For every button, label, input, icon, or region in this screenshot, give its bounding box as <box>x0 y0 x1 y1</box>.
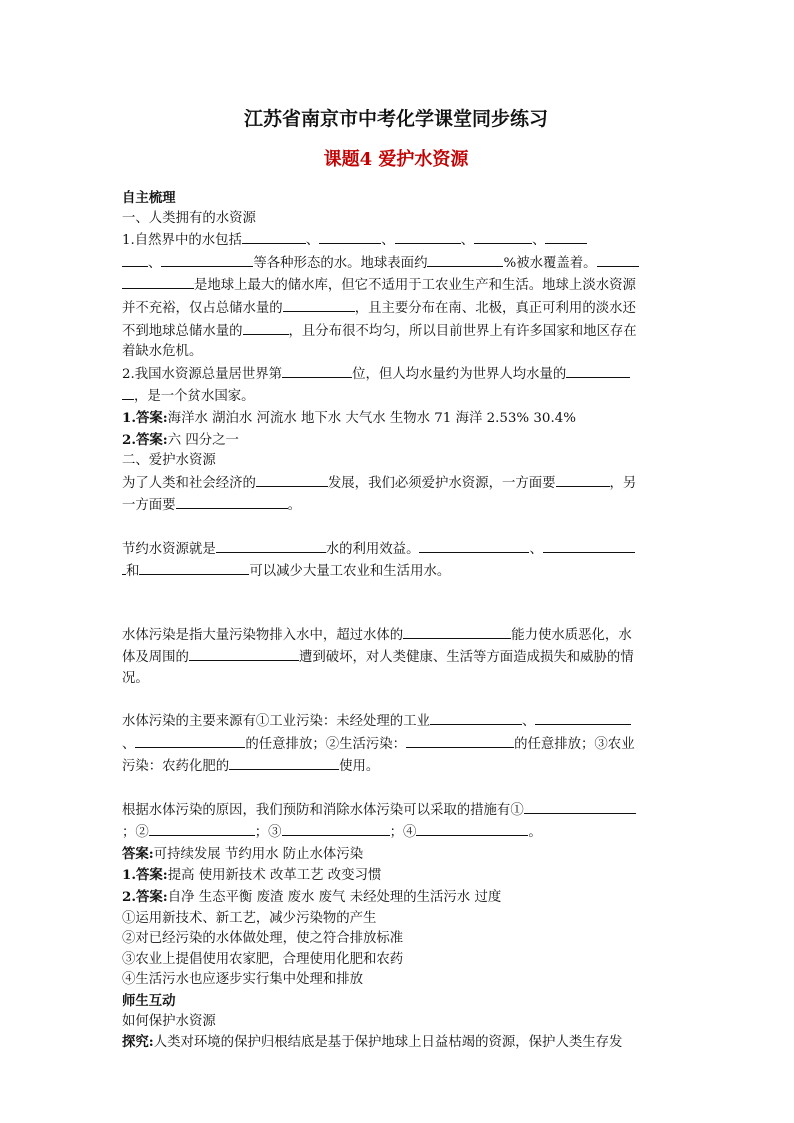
answer-saving: 1.答案:提高 使用新技术 改革工艺 改变习惯 <box>122 867 382 884</box>
pollution-line-2: 体及周围的 遭到破坏，对人类健康、生活等方面造成损失和威胁的情 <box>122 646 670 669</box>
document-title: 江苏省南京市中考化学课堂同步练习 <box>243 108 548 130</box>
question-1-line-1: 1.自然界中的水包括 、 、 、 、 <box>122 229 670 252</box>
sources-line-3: 污染：农药化肥的 使用。 <box>122 755 670 778</box>
blank[interactable] <box>430 710 522 725</box>
blank[interactable] <box>545 229 587 244</box>
measure-2: ②对已经污染的水体做处理，使之符合排放标准 <box>122 931 404 947</box>
document-page <box>122 104 670 1054</box>
blank[interactable] <box>229 755 339 770</box>
topic-how-to-protect: 如何保护水资源 <box>122 1013 216 1029</box>
answer-pollution: 2.答案:自净 生态平衡 废渣 废水 废气 未经处理的生活污水 过度 <box>122 889 502 905</box>
blank[interactable] <box>395 229 461 244</box>
protect-line-2: 一方面要 。 <box>122 494 670 517</box>
blank[interactable] <box>556 472 610 487</box>
answer-1: 1.答案:海洋水 湖泊水 河流水 地下水 大气水 生物水 71 海洋 2.53% 30.4% <box>122 409 576 426</box>
blank[interactable] <box>176 494 288 509</box>
blank[interactable] <box>319 229 381 244</box>
blank[interactable] <box>566 363 630 378</box>
sources-line-2: 、 的任意排放；②生活污染： 的任意排放；③农业 <box>122 733 670 756</box>
answer-main: 答案:可持续发展 节约用水 防止水体污染 <box>122 845 364 862</box>
question-2-line-1: 2.我国水资源总量居世界第 位，但人均水量约为世界人均水量的 <box>122 363 670 386</box>
saving-line-1: 节约水资源就是 水的利用效益。 、 <box>122 538 670 561</box>
sources-line-1: 水体污染的主要来源有①工业污染：未经处理的工业 、 <box>122 710 670 733</box>
question-1-line-3: 是地球上最大的储水库，但它不适用于工农业生产和生活。地球上淡水资源 <box>122 274 670 297</box>
measure-1: ①运用新技术、新工艺，减少污染物的产生 <box>122 910 377 926</box>
blank[interactable] <box>282 821 390 836</box>
question-2-line-2: ，是一个贫水国家。 <box>122 385 670 408</box>
answer-2: 2.答案:六 四分之一 <box>122 431 239 448</box>
blank[interactable] <box>524 799 636 814</box>
pollution-line-1: 水体污染是指大量污染物排入水中，超过水体的 能力使水质恶化，水 <box>122 624 670 647</box>
blank[interactable] <box>535 710 631 725</box>
blank[interactable] <box>282 363 352 378</box>
question-1-line-5: 不到地球总储水量的 ，且分布很不均匀，所以目前世界上有许多国家和地区存在 <box>122 320 670 343</box>
blank[interactable] <box>256 472 328 487</box>
question-1-line-4: 并不充裕，仅占总储水量的 ，且主要分布在南、北极，真正可利用的淡水还 <box>122 297 670 320</box>
blank[interactable] <box>161 252 253 267</box>
protect-line-1: 为了人类和社会经济的 发展，我们必须爱护水资源，一方面要 ，另 <box>122 472 670 495</box>
blank[interactable] <box>283 297 355 312</box>
question-1-line-2: 、 等各种形态的水。地球表面约 %被水覆盖着。 <box>122 252 670 275</box>
blank[interactable] <box>216 538 326 553</box>
measures-line-1: 根据水体污染的原因，我们预防和消除水体污染可以采取的措施有① <box>122 799 670 822</box>
blank[interactable] <box>139 560 249 575</box>
blank[interactable] <box>122 385 134 400</box>
pollution-line-3: 况。 <box>122 671 149 687</box>
lesson-title: 课题4 爱护水资源 <box>323 149 469 170</box>
blank[interactable] <box>427 252 503 267</box>
blank[interactable] <box>122 252 148 267</box>
heading-water-resources: 一、人类拥有的水资源 <box>122 210 256 226</box>
section-self-study: 自主梳理 <box>122 190 176 206</box>
blank[interactable] <box>122 274 194 289</box>
blank[interactable] <box>243 320 289 335</box>
blank[interactable] <box>543 538 635 553</box>
blank[interactable] <box>149 821 255 836</box>
blank[interactable] <box>242 229 306 244</box>
section-interaction: 师生互动 <box>122 992 176 1009</box>
blank[interactable] <box>597 252 639 267</box>
explore-line: 探究:人类对环境的保护归根结底是基于保护地球上日益枯竭的资源，保护人类生存发 <box>122 1034 623 1051</box>
measure-4: ④生活污水也应逐步实行集中处理和排放 <box>122 972 364 988</box>
measure-3: ③农业上提倡使用农家肥，合理使用化肥和农药 <box>122 951 404 967</box>
measures-line-2: ；② ；③ ；④ 。 <box>122 821 670 844</box>
blank[interactable] <box>135 733 245 748</box>
blank[interactable] <box>419 538 529 553</box>
saving-line-2: 和 可以减少大量工农业和生活用水。 <box>122 560 670 583</box>
blank[interactable] <box>416 821 528 836</box>
blank[interactable] <box>189 646 299 661</box>
blank[interactable] <box>406 733 514 748</box>
question-1-line-6: 着缺水危机。 <box>122 344 203 360</box>
heading-protect-water: 二、爱护水资源 <box>122 453 216 469</box>
blank[interactable] <box>403 624 511 639</box>
blank[interactable] <box>474 229 532 244</box>
